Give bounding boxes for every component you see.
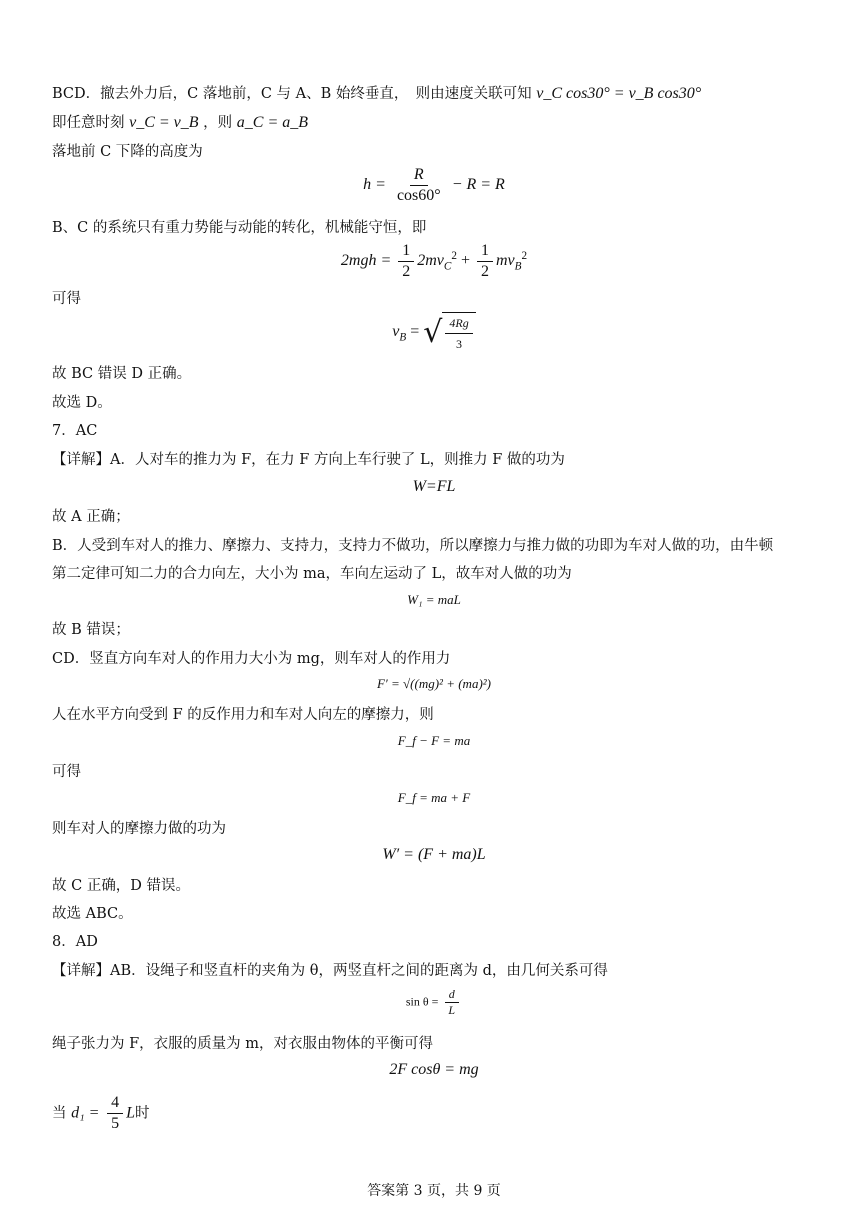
resultant-force-equation: F′ = √((mg)² + (ma)²) [376, 676, 491, 691]
text-line-b-analysis: B．人受到车对人的推力、摩擦力、支持力，支持力不做功，所以摩擦力与推力做的功即为车对人做的功，由牛顿 [52, 538, 774, 554]
text-line-choose-d: 故选 D。 [52, 395, 112, 411]
text-line-any-time: 即任意时刻 v_C = v_B ，则 a_C = a_B [52, 114, 309, 131]
text-line-can-get-1: 可得 [52, 291, 81, 307]
text-line-height: 落地前 C 下降的高度为 [52, 144, 203, 160]
balance-equation: 2F cosθ = mg [389, 1061, 479, 1078]
text-line-a-correct: 故 A 正确； [52, 509, 130, 525]
text-line-horizontal: 人在水平方向受到 F 的反作用力和车对人向左的摩擦力，则 [52, 707, 434, 723]
friction-work-equation: W′ = (F + ma)L [382, 846, 486, 863]
height-equation: h = $\frac{R}{\cos 60^\circ}$ − R = R [363, 166, 505, 204]
text-line-detail-ab: 【详解】AB．设绳子和竖直杆的夹角为 θ，两竖直杆之间的距离为 d，由几何关系可得 [52, 963, 608, 979]
velocity-relation-eq: v_C cos30° = v_B cos30° [536, 85, 702, 102]
question-7-answer: 7．AC [52, 423, 98, 439]
text-line-bc-wrong: 故 BC 错误 D 正确。 [52, 366, 192, 382]
text-line-bcd: BCD．撤去外力后，C 落地前，C 与 A、B 始终垂直， 则由速度关联可知 v_C cos30° = v_B cos30° [52, 85, 702, 102]
friction-equation-2: F_f = ma + F [397, 790, 471, 805]
work-w1-equation: W₁ = maL [407, 592, 461, 607]
text-line-when-d1: 当 d₁ = $\frac{4}{5}$ L时 [52, 1094, 150, 1132]
text-line-can-get-2: 可得 [52, 764, 81, 780]
work-equation: W=FL [412, 478, 456, 495]
acceleration-equal-eq: a_C = a_B [236, 114, 309, 131]
energy-equation: 2mgh = $\frac{1}{2}$ $2mv_C^2$ + $\frac{1}{2}$ $mv_B^2$ [340, 242, 528, 280]
friction-equation-1: F_f − F = ma [397, 733, 471, 748]
text-line-detail-a: 【详解】A．人对车的推力为 F，在力 F 方向上车行驶了 L，则推力 F 做的功为 [52, 452, 565, 468]
text-line-friction-work: 则车对人的摩擦力做的功为 [52, 821, 226, 837]
text-line-cd-analysis: CD．竖直方向车对人的作用力大小为 mg，则车对人的作用力 [52, 651, 451, 667]
text-line-tension: 绳子张力为 F，衣服的质量为 m，对衣服由物体的平衡可得 [52, 1036, 434, 1052]
page-footer: 答案第 3 页，共 9 页 [367, 1183, 501, 1199]
sine-equation: sin θ = $\frac{d}{L}$ [0, 988, 868, 1017]
vb-equation: $v_B$ = √ $\frac{4Rg}{3}$ [0, 312, 868, 353]
text-line-energy-conservation: B、C 的系统只有重力势能与动能的转化，机械能守恒，即 [52, 220, 427, 236]
text-line-choose-abc: 故选 ABC。 [52, 906, 133, 922]
text-line-newton-second: 第二定律可知二力的合力向左，大小为 ma，车向左运动了 L，故车对人做的功为 [52, 566, 572, 582]
text-line-b-wrong: 故 B 错误； [52, 622, 130, 638]
velocity-equal-eq: v_C = v_B [129, 114, 199, 131]
text-line-c-correct: 故 C 正确，D 错误。 [52, 878, 191, 894]
question-8-answer: 8．AD [52, 934, 98, 950]
